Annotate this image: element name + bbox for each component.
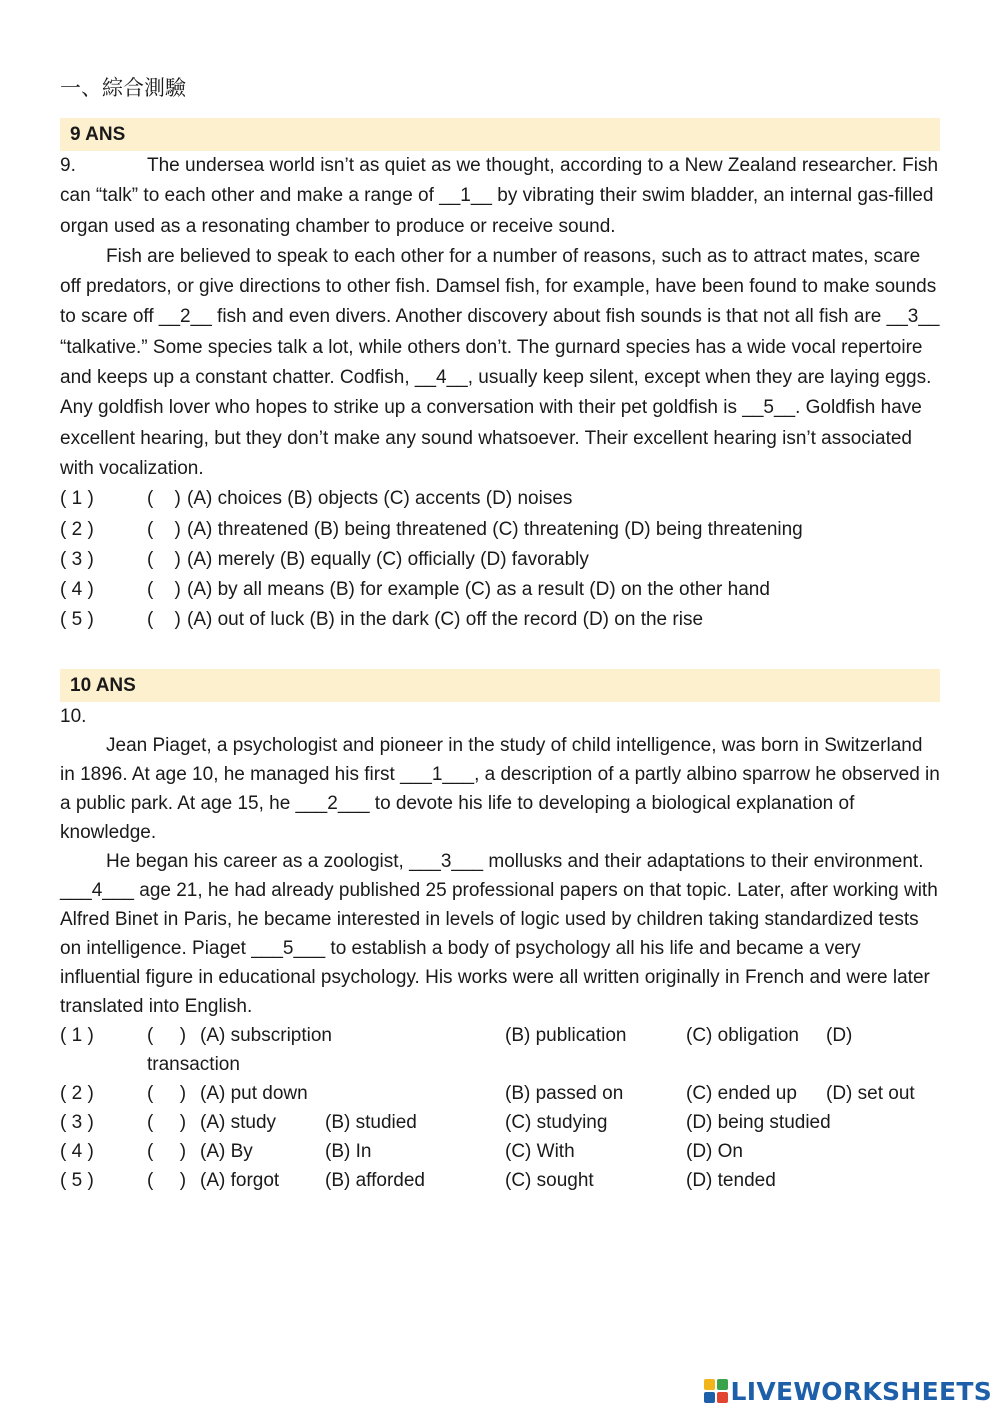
worksheet-page (60, 72, 940, 1195)
question-number: ( 4 ) (60, 579, 94, 601)
question-number: ( 4 ) (60, 1140, 94, 1162)
question-number: 9. (60, 155, 76, 176)
question-row (60, 1108, 940, 1137)
options-text: (A) merely (B) equally (C) officially (D) favorably (187, 548, 589, 570)
question-row (60, 1166, 940, 1195)
question-list-10 (60, 1021, 940, 1195)
passage-text: The undersea world isn’t as quiet as we thought, according to a New Zealand (147, 155, 797, 176)
question-row (60, 1021, 940, 1050)
answer-blank[interactable]: ( ) (147, 1111, 187, 1133)
question-number: ( 5 ) (60, 609, 94, 631)
answer-field-9[interactable]: 9 ANS (60, 118, 940, 151)
question-number: ( 3 ) (60, 1111, 94, 1133)
options-text: (A) out of luck (B) in the dark (C) off the record (D) on the rise (187, 609, 704, 631)
option-c: (C) studying (505, 1111, 608, 1133)
question-number: ( 1 ) (60, 488, 94, 510)
passage-10-para-2: He began his career as a zoologist, ___3___ mollusks and their adaptations to their environment. ___4___ age 21, he had already published 25 professional papers on that topic. Later, after working with Alfred Binet in Paris, he became interested in levels of logic used by children taking standardized tests on intelligence. Piaget ___5___ to establish a body of psychology all his life and became a very influential figure in educational psychology. His works were all written originally in French and were later translated into English. (60, 850, 938, 1017)
answer-blank[interactable]: ( ) (147, 488, 181, 510)
option-c: (C) ended up (686, 1082, 797, 1104)
option-d: (D) tended (686, 1169, 776, 1191)
passage-text: researcher. Fish can “talk” to each other and make a range of __1__ by vibrating their swim bladder, an internal gas-filled organ used as a resonating chamber to produce or receive sound. (60, 155, 939, 237)
question-number: ( 1 ) (60, 1024, 94, 1046)
option-b: (B) In (325, 1140, 372, 1162)
question-row (60, 484, 940, 514)
passage-10-para-1: Jean Piaget, a psychologist and pioneer in the study of child intelligence, was born in Switzerland in 1896. At age 10, he managed his first ___1___, a description of a partly albino sparrow he observed in a public park. At age 15, he ___2___ to devote his life to developing a biological explanation of knowledge. (60, 734, 940, 843)
question-row (60, 575, 940, 605)
option-a: (A) study (200, 1111, 277, 1133)
section-title: 一、綜合測驗 (60, 76, 186, 100)
question-number: ( 5 ) (60, 1169, 94, 1191)
option-d-continued: transaction (147, 1053, 240, 1075)
options-text: (A) by all means (B) for example (C) as a result (D) on the other hand (187, 579, 770, 601)
answer-blank[interactable]: ( ) (147, 518, 181, 540)
option-a: (A) subscription (200, 1024, 332, 1046)
passage-9-para-2: Fish are believed to speak to each other for a number of reasons, such as to attract mates, scare off predators, or give directions to other fish. Damsel fish, for example, have been found to make sounds to scare off __2__ fish and even divers. Another discovery about fish sounds is that not all fish are __3__ “talkative.” Some species talk a lot, while others don’t. The gurnard species has a wide vocal repertoire and keeps up a constant chatter. Codfish, __4__, usually keep silent, except when they are laying eggs. Any goldfish lover who hopes to strike up a conversation with their pet goldfish is __5__. Goldfish have excellent hearing, but they don’t make any sound whatsoever. Their excellent hearing isn’t associated with vocalization. (60, 245, 940, 479)
question-row (60, 1137, 940, 1166)
question-list-9 (60, 484, 940, 635)
answer-blank[interactable]: ( ) (147, 1082, 187, 1104)
question-row (60, 515, 940, 545)
passage-9-para-1 (60, 151, 940, 242)
option-d: (D) set out (826, 1082, 915, 1104)
option-d: (D) (826, 1024, 853, 1046)
liveworksheets-logo (704, 1375, 992, 1407)
question-row (60, 605, 940, 635)
question-number: ( 2 ) (60, 1082, 94, 1104)
question-number: ( 3 ) (60, 548, 94, 570)
option-c: (C) obligation (686, 1024, 799, 1046)
question-row (60, 1079, 940, 1108)
option-d: (D) being studied (686, 1111, 831, 1133)
answer-blank[interactable]: ( ) (147, 1169, 187, 1191)
logo-mark-icon (704, 1379, 728, 1403)
option-b: (B) studied (325, 1111, 417, 1133)
options-text: (A) choices (B) objects (C) accents (D) noises (187, 488, 573, 510)
answer-blank[interactable]: ( ) (147, 579, 181, 601)
answer-blank[interactable]: ( ) (147, 1140, 187, 1162)
option-a: (A) forgot (200, 1169, 280, 1191)
answer-blank[interactable]: ( ) (147, 609, 181, 631)
spacer (60, 636, 940, 669)
option-b: (B) publication (505, 1024, 627, 1046)
option-b: (B) afforded (325, 1169, 425, 1191)
question-number: 10. (60, 705, 87, 727)
option-c: (C) sought (505, 1169, 594, 1191)
answer-blank[interactable]: ( ) (147, 548, 181, 570)
logo-text: LIVEWORKSHEETS (730, 1376, 992, 1406)
option-a: (A) put down (200, 1082, 308, 1104)
question-row (60, 545, 940, 575)
option-b: (B) passed on (505, 1082, 624, 1104)
options-text: (A) threatened (B) being threatened (C) threatening (D) being threatening (187, 518, 803, 540)
answer-blank[interactable]: ( ) (147, 1024, 187, 1046)
answer-field-10[interactable]: 10 ANS (60, 669, 940, 702)
option-d: (D) On (686, 1140, 743, 1162)
option-a: (A) By (200, 1140, 253, 1162)
option-c: (C) With (505, 1140, 575, 1162)
question-number: ( 2 ) (60, 518, 94, 540)
